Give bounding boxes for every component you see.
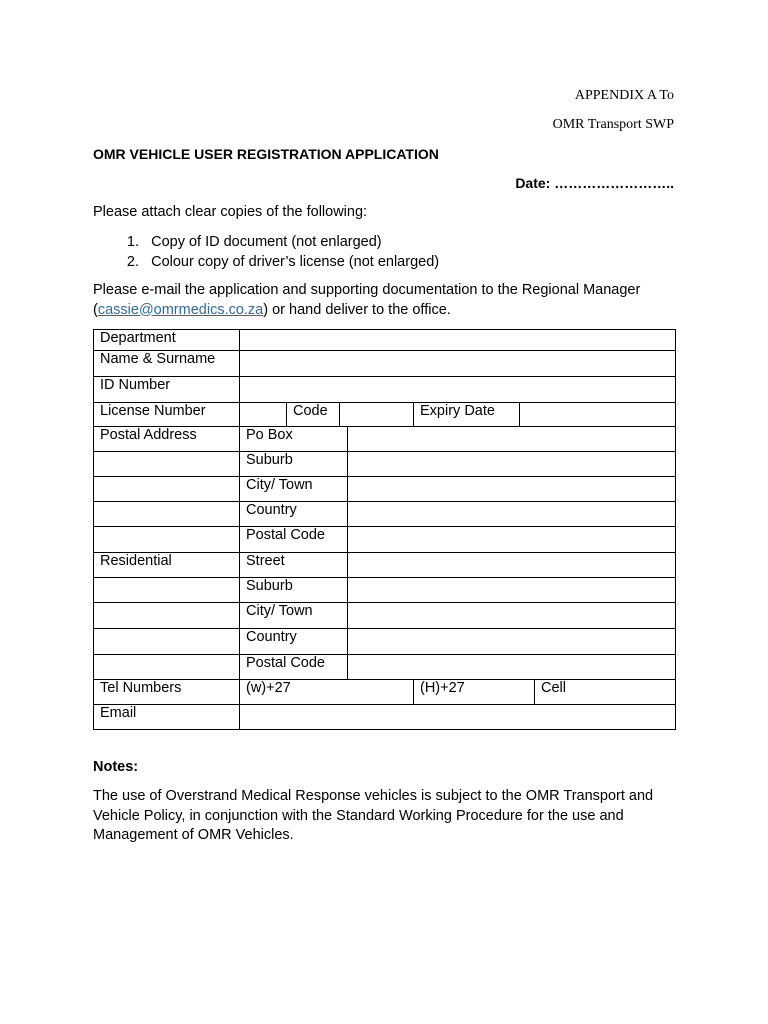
table-row [94, 452, 676, 477]
email-instructions-before: Please e-mail the application and supporting documentation to the Regional Manager ( [93, 282, 641, 318]
expiry-date-label: Expiry Date [414, 403, 520, 427]
list-item [93, 232, 439, 252]
tel-numbers-label: Tel Numbers [94, 680, 240, 705]
table-row [94, 655, 676, 680]
blank-cell [94, 502, 240, 527]
table-row [94, 377, 676, 403]
list-number: 2. [126, 254, 139, 270]
expiry-date-field[interactable] [520, 403, 676, 427]
postal-suburb-field[interactable] [348, 452, 676, 477]
postal-city-field[interactable] [348, 477, 676, 502]
table-row [94, 553, 676, 578]
residential-country-field[interactable] [348, 629, 676, 655]
street-label: Street [240, 553, 348, 578]
postal-code-label: Postal Code [240, 527, 348, 553]
list-item [93, 252, 439, 272]
email-field[interactable] [240, 705, 676, 730]
residential-country-label: Country [240, 629, 348, 655]
tel-work-field[interactable]: (w)+27 [240, 680, 414, 705]
table-row [94, 502, 676, 527]
id-number-field[interactable] [240, 377, 676, 403]
license-number-field[interactable] [240, 403, 287, 427]
postal-code-field[interactable] [348, 527, 676, 553]
residential-city-field[interactable] [348, 603, 676, 629]
postal-suburb-label: Suburb [240, 452, 348, 477]
attach-intro: Please attach clear copies of the following: [93, 204, 368, 220]
table-row [94, 578, 676, 603]
page-title: OMR VEHICLE USER REGISTRATION APPLICATION [93, 146, 439, 162]
postal-country-field[interactable] [348, 502, 676, 527]
street-field[interactable] [348, 553, 676, 578]
table-row [94, 527, 676, 553]
table-row [94, 629, 676, 655]
table-row [94, 403, 676, 427]
residential-city-label: City/ Town [240, 603, 348, 629]
tel-home-field[interactable]: (H)+27 [414, 680, 535, 705]
blank-cell [94, 578, 240, 603]
department-label: Department [94, 330, 240, 351]
name-surname-label: Name & Surname [94, 351, 240, 377]
residential-postal-code-label: Postal Code [240, 655, 348, 680]
email-link[interactable]: cassie@omrmedics.co.za [97, 301, 264, 318]
code-field[interactable] [340, 403, 414, 427]
table-row [94, 705, 676, 730]
name-surname-field[interactable] [240, 351, 676, 377]
table-row [94, 477, 676, 502]
postal-address-label: Postal Address [94, 427, 240, 452]
id-number-label: ID Number [94, 377, 240, 403]
table-row [94, 351, 676, 377]
blank-cell [94, 655, 240, 680]
postal-country-label: Country [240, 502, 348, 527]
license-number-label: License Number [94, 403, 240, 427]
email-instructions-after: ) or hand deliver to the office. [263, 301, 451, 318]
tel-cell-field[interactable]: Cell [535, 680, 676, 705]
table-row [94, 680, 676, 705]
blank-cell [94, 527, 240, 553]
po-box-label: Po Box [240, 427, 348, 452]
list-text: Colour copy of driver’s license (not enlarged) [151, 254, 440, 270]
residential-suburb-label: Suburb [240, 578, 348, 603]
email-label: Email [94, 705, 240, 730]
blank-cell [94, 477, 240, 502]
table-row [94, 330, 676, 351]
registration-form-table [93, 329, 676, 730]
attach-list [93, 232, 439, 272]
residential-postal-code-field[interactable] [348, 655, 676, 680]
blank-cell [94, 452, 240, 477]
notes-heading: Notes: [93, 759, 139, 775]
blank-cell [94, 629, 240, 655]
blank-cell [94, 603, 240, 629]
table-row [94, 603, 676, 629]
date-line: Date: …………………….. [515, 175, 674, 191]
email-instructions [93, 281, 683, 320]
appendix-label: APPENDIX A To [574, 88, 674, 103]
list-text: Copy of ID document (not enlarged) [151, 234, 382, 250]
notes-text: The use of Overstrand Medical Response vehicles is subject to the OMR Transport and Vehicle Policy, in conjunction with the Standard Working Procedure for the use and Management of OMR Vehicles. [93, 788, 654, 843]
postal-city-label: City/ Town [240, 477, 348, 502]
table-row [94, 427, 676, 452]
residential-label: Residential [94, 553, 240, 578]
po-box-field[interactable] [348, 427, 676, 452]
residential-suburb-field[interactable] [348, 578, 676, 603]
department-field[interactable] [240, 330, 676, 351]
swp-reference: OMR Transport SWP [552, 117, 674, 132]
list-number: 1. [126, 234, 139, 250]
code-label: Code [287, 403, 340, 427]
